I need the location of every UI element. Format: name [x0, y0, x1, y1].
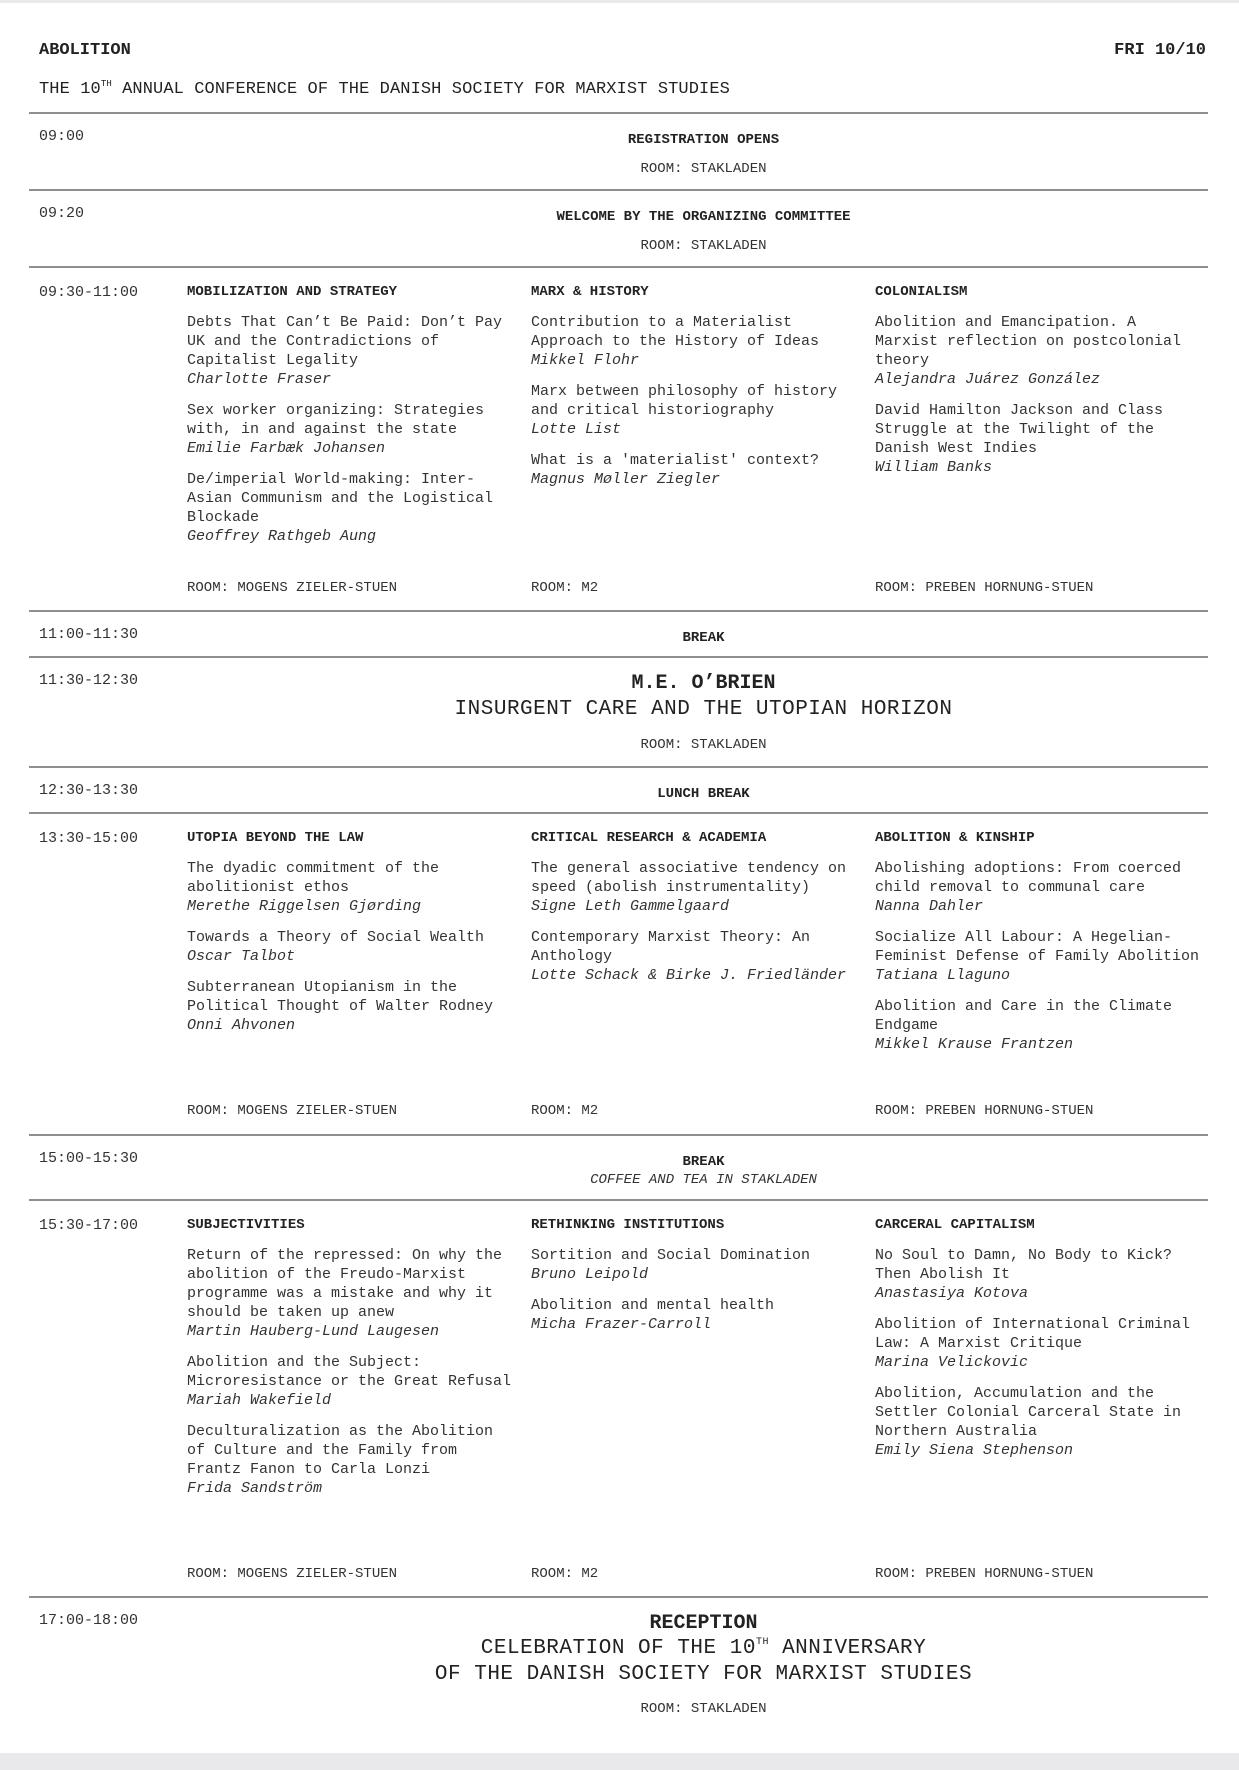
talk-entry: [875, 1384, 1205, 1460]
talk-title: Socialize All Labour: A Hegelian-Feminist Defense of Family Abolition: [875, 929, 1200, 965]
reception-title: RECEPTION: [649, 1612, 758, 1635]
event-title: WELCOME BY THE ORGANIZING COMMITTEE: [556, 209, 851, 225]
talk-author: Mikkel Flohr: [531, 352, 640, 369]
talk-author: Frida Sandström: [187, 1480, 323, 1497]
room-label: ROOM: MOGENS ZIELER-STUEN: [187, 1566, 398, 1582]
reception-line-1: CELEBRATION OF THE 10TH ANNIVERSARY: [480, 1637, 927, 1660]
row-keynote: [29, 656, 1208, 766]
panel-title: CARCERAL CAPITALISM: [875, 1217, 1035, 1233]
talk-title: Abolishing adoptions: From coerced child removal to communal care: [875, 860, 1182, 896]
panel-column: [531, 830, 861, 997]
row-session-1: [29, 266, 1208, 610]
panel-title: RETHINKING INSTITUTIONS: [531, 1217, 725, 1233]
talk-title: Abolition and Care in the Climate Endgame: [875, 998, 1173, 1034]
talk-title: Deculturalization as the Abolition of Culture and the Family from Frantz Fanon to Carla Lonzi: [187, 1423, 494, 1478]
talk-author: Magnus Møller Ziegler: [531, 471, 721, 488]
talk-author: Martin Hauberg-Lund Laugesen: [187, 1323, 440, 1340]
talk-title: Debts That Can’t Be Paid: Don’t Pay UK and the Contradictions of Capitalist Legality: [187, 314, 503, 369]
talk-entry: [531, 313, 861, 370]
talk-title: Return of the repressed: On why the abolition of the Freudo-Marxist programme was a mistake and why it should be taken up anew: [187, 1247, 503, 1321]
talk-entry: [875, 997, 1205, 1054]
talk-entry: [875, 401, 1205, 477]
talk-author: Marina Velickovic: [875, 1354, 1029, 1371]
time-label: 11:00-11:30: [39, 626, 139, 643]
panel-title: ABOLITION & KINSHIP: [875, 830, 1035, 846]
talk-title: Abolition and mental health: [531, 1297, 775, 1314]
talk-entry: [187, 1353, 517, 1410]
talk-entry: [875, 859, 1205, 916]
room-label: ROOM: M2: [531, 1103, 599, 1119]
room-label: ROOM: MOGENS ZIELER-STUEN: [187, 580, 398, 596]
talk-title: Towards a Theory of Social Wealth: [187, 929, 485, 946]
time-label: 09:20: [39, 205, 85, 222]
talk-author: Charlotte Fraser: [187, 371, 332, 388]
room-label: ROOM: PREBEN HORNUNG-STUEN: [875, 1566, 1094, 1582]
talk-author: Emily Siena Stephenson: [875, 1442, 1074, 1459]
time-label: 15:30-17:00: [39, 1217, 139, 1234]
panel-title: SUBJECTIVITIES: [187, 1217, 305, 1233]
talk-title: The dyadic commitment of the abolitionist ethos: [187, 860, 440, 896]
talk-author: Micha Frazer-Carroll: [531, 1316, 712, 1333]
talk-title: David Hamilton Jackson and Class Struggle at the Twilight of the Danish West Indies: [875, 402, 1164, 457]
program-page: [0, 3, 1239, 1753]
talk-entry: [187, 470, 517, 546]
talk-title: Abolition of International Criminal Law: A Marxist Critique: [875, 1316, 1191, 1352]
talk-entry: [875, 928, 1205, 985]
row-reception: [29, 1596, 1208, 1750]
talk-author: Signe Leth Gammelgaard: [531, 898, 730, 915]
room-label: ROOM: PREBEN HORNUNG-STUEN: [875, 1103, 1094, 1119]
reception-line-2: OF THE DANISH SOCIETY FOR MARXIST STUDIES: [434, 1663, 973, 1686]
event-title: BREAK: [682, 630, 725, 646]
event-subtitle: COFFEE AND TEA IN STAKLADEN: [590, 1172, 817, 1188]
event-title: BREAK: [682, 1154, 725, 1170]
talk-entry: [187, 401, 517, 458]
talk-entry: [875, 1315, 1205, 1372]
row-break-2: [29, 1134, 1208, 1199]
time-label: 09:30-11:00: [39, 284, 139, 301]
talk-title: De/imperial World-making: Inter-Asian Communism and the Logistical Blockade: [187, 471, 494, 526]
talk-author: Mariah Wakefield: [187, 1392, 332, 1409]
talk-author: Bruno Leipold: [531, 1266, 649, 1283]
talk-entry: [531, 451, 861, 489]
row-lunch: [29, 766, 1208, 812]
talk-entry: [531, 1246, 861, 1284]
talk-author: Alejandra Juárez González: [875, 371, 1101, 388]
talk-title: What is a 'materialist' context?: [531, 452, 820, 469]
talk-title: Subterranean Utopianism in the Political Thought of Walter Rodney: [187, 979, 494, 1015]
panel-title: CRITICAL RESEARCH & ACADEMIA: [531, 830, 767, 846]
panel-column: [187, 830, 517, 1047]
talk-title: No Soul to Damn, No Body to Kick? Then Abolish It: [875, 1247, 1173, 1283]
panel-column: [531, 284, 861, 501]
talk-author: Oscar Talbot: [187, 948, 296, 965]
time-label: 12:30-13:30: [39, 782, 139, 799]
conference-subtitle: THE 10TH ANNUAL CONFERENCE OF THE DANISH SOCIETY FOR MARXIST STUDIES: [39, 79, 730, 99]
talk-title: Contribution to a Materialist Approach to the History of Ideas: [531, 314, 820, 350]
talk-title: Contemporary Marxist Theory: An Anthology: [531, 929, 811, 965]
row-break-1: [29, 610, 1208, 656]
talk-entry: [187, 1246, 517, 1341]
talk-entry: [187, 1422, 517, 1498]
talk-author: Geoffrey Rathgeb Aung: [187, 528, 377, 545]
panel-column: [875, 830, 1205, 1066]
room-label: ROOM: STAKLADEN: [640, 161, 767, 177]
panel-title: MOBILIZATION AND STRATEGY: [187, 284, 398, 300]
talk-author: Emilie Farbæk Johansen: [187, 440, 386, 457]
room-label: ROOM: STAKLADEN: [640, 737, 767, 753]
talk-title: Abolition and Emancipation. A Marxist reflection on postcolonial theory: [875, 314, 1182, 369]
conference-name: ABOLITION: [39, 41, 131, 60]
talk-title: Marx between philosophy of history and critical historiography: [531, 383, 838, 419]
row-session-3: [29, 1199, 1208, 1596]
talk-entry: [531, 1296, 861, 1334]
event-title: LUNCH BREAK: [657, 786, 750, 802]
talk-entry: [531, 928, 861, 985]
row-session-2: [29, 812, 1208, 1134]
panel-column: [531, 1217, 861, 1346]
conference-date: FRI 10/10: [1114, 41, 1206, 60]
talk-title: The general associative tendency on speed (abolish instrumentality): [531, 860, 847, 896]
room-label: ROOM: M2: [531, 1566, 599, 1582]
row-registration: [29, 112, 1208, 189]
room-label: ROOM: STAKLADEN: [640, 1701, 767, 1717]
room-label: ROOM: STAKLADEN: [640, 238, 767, 254]
talk-title: Abolition and the Subject: Microresistance or the Great Refusal: [187, 1354, 512, 1390]
time-label: 11:30-12:30: [39, 672, 139, 689]
panel-column: [187, 284, 517, 558]
talk-entry: [187, 978, 517, 1035]
talk-entry: [875, 313, 1205, 389]
time-label: 09:00: [39, 128, 85, 145]
talk-author: Lotte Schack & Birke J. Friedländer: [531, 967, 847, 984]
row-welcome: [29, 189, 1208, 266]
talk-title: Sortition and Social Domination: [531, 1247, 811, 1264]
talk-author: Lotte List: [531, 421, 622, 438]
talk-author: Nanna Dahler: [875, 898, 984, 915]
talk-entry: [187, 859, 517, 916]
panel-column: [875, 284, 1205, 489]
panel-column: [875, 1217, 1205, 1472]
talk-author: William Banks: [875, 459, 993, 476]
talk-entry: [187, 313, 517, 389]
talk-entry: [875, 1246, 1205, 1303]
time-label: 13:30-15:00: [39, 830, 139, 847]
panel-column: [187, 1217, 517, 1510]
talk-author: Anastasiya Kotova: [875, 1285, 1029, 1302]
panel-title: MARX & HISTORY: [531, 284, 649, 300]
keynote-speaker: M.E. O’BRIEN: [631, 672, 776, 695]
talk-entry: [531, 382, 861, 439]
talk-author: Onni Ahvonen: [187, 1017, 296, 1034]
talk-author: Tatiana Llaguno: [875, 967, 1011, 984]
talk-entry: [187, 928, 517, 966]
room-label: ROOM: MOGENS ZIELER-STUEN: [187, 1103, 398, 1119]
panel-title: UTOPIA BEYOND THE LAW: [187, 830, 364, 846]
room-label: ROOM: M2: [531, 580, 599, 596]
event-title: REGISTRATION OPENS: [627, 132, 780, 148]
talk-entry: [531, 859, 861, 916]
keynote-title: INSURGENT CARE AND THE UTOPIAN HORIZON: [454, 698, 953, 721]
talk-author: Mikkel Krause Frantzen: [875, 1036, 1074, 1053]
time-label: 15:00-15:30: [39, 1150, 139, 1167]
time-label: 17:00-18:00: [39, 1612, 139, 1629]
talk-title: Abolition, Accumulation and the Settler Colonial Carceral State in Northern Australia: [875, 1385, 1182, 1440]
panel-title: COLONIALISM: [875, 284, 968, 300]
room-label: ROOM: PREBEN HORNUNG-STUEN: [875, 580, 1094, 596]
talk-author: Merethe Riggelsen Gjørding: [187, 898, 422, 915]
talk-title: Sex worker organizing: Strategies with, in and against the state: [187, 402, 485, 438]
